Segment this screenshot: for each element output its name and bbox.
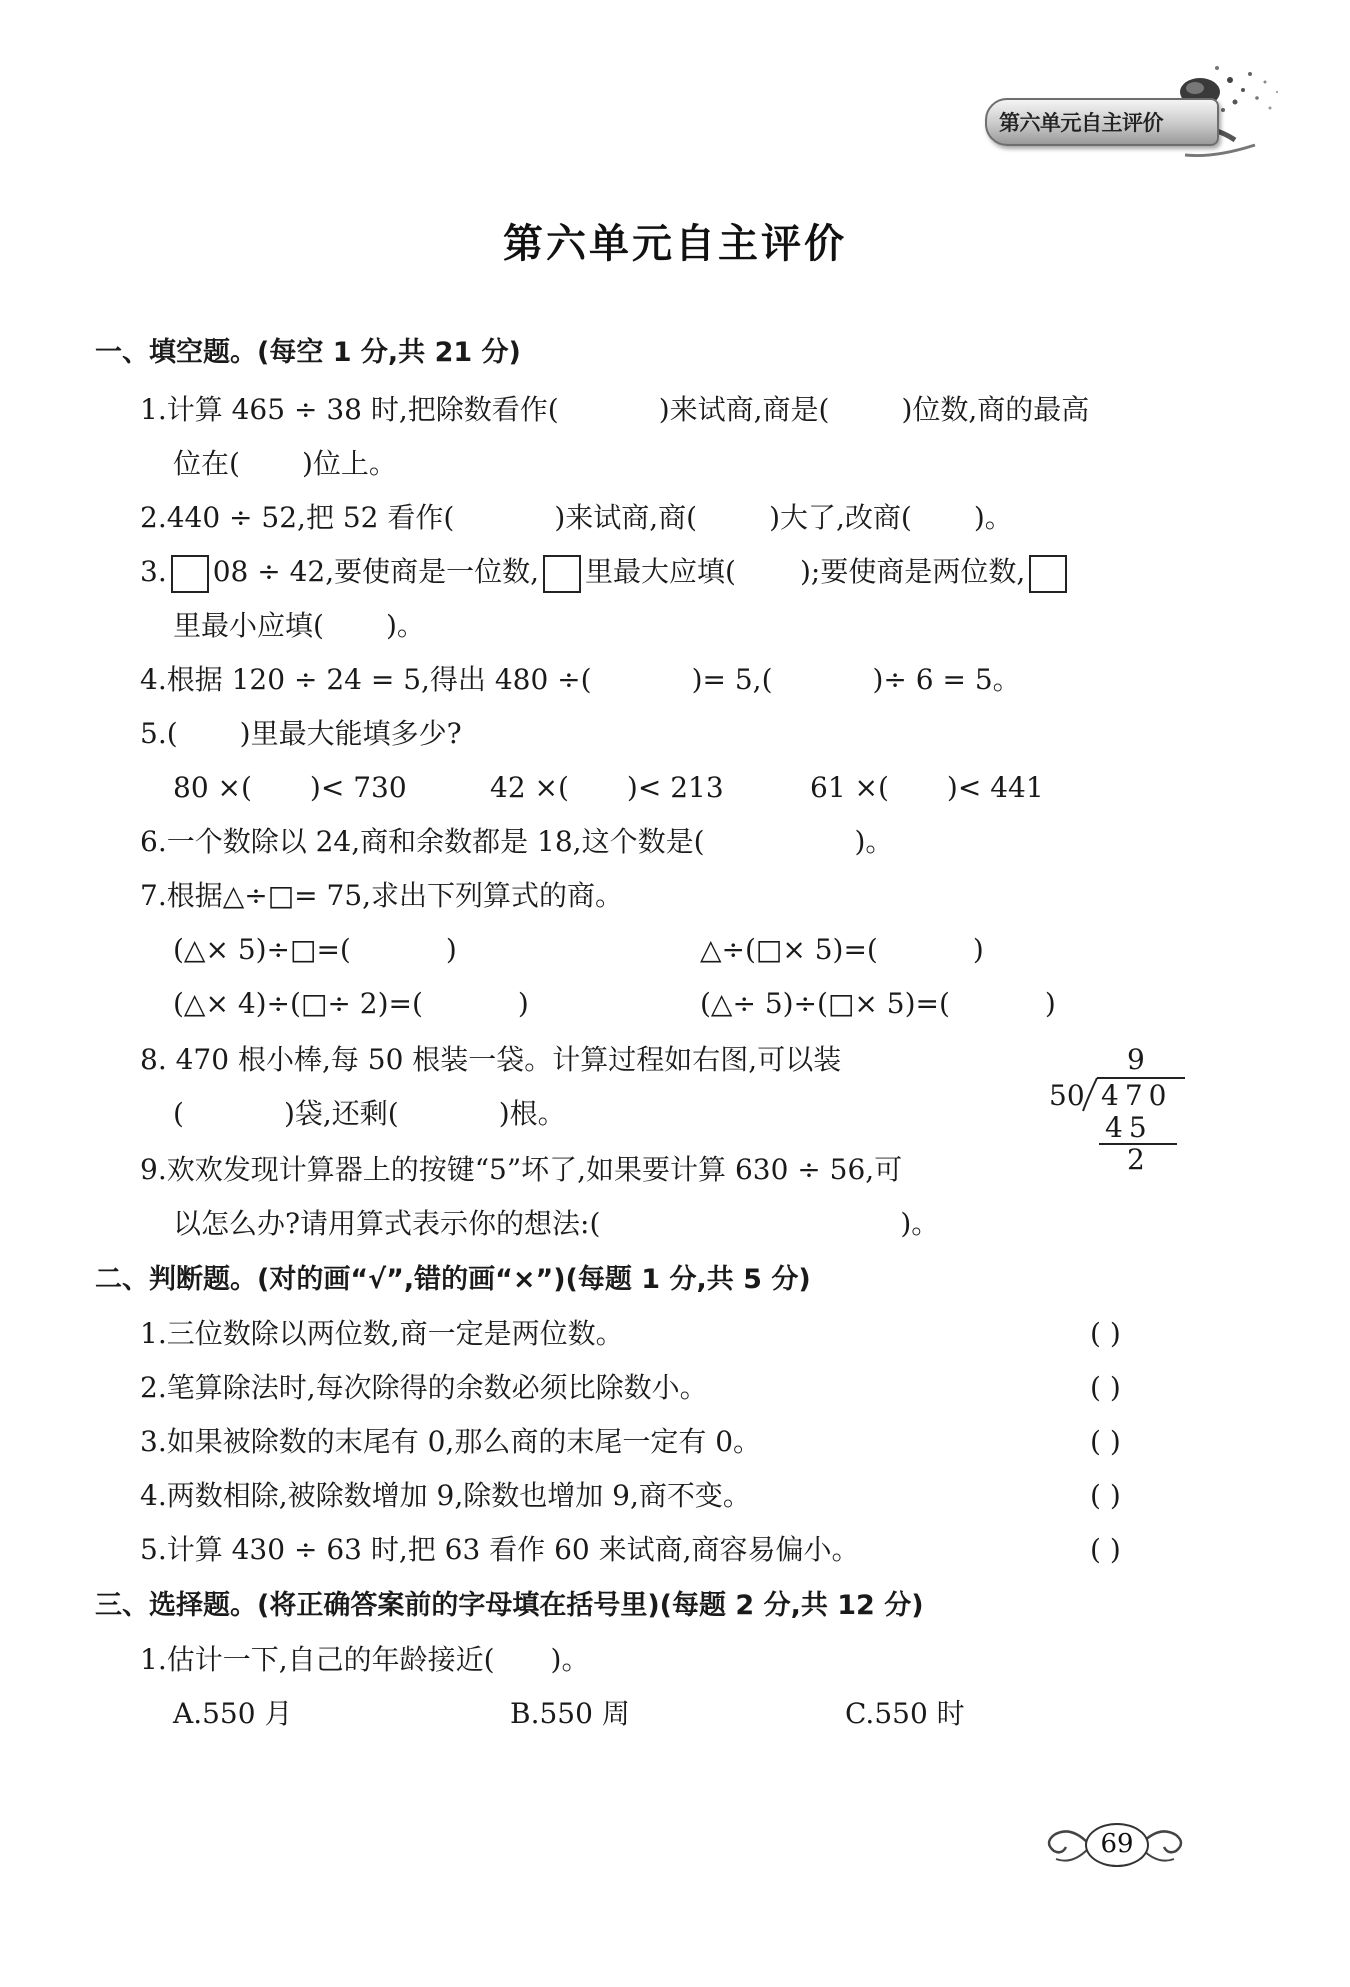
section-heading-multiple-choice: 三、选择题。(将正确答案前的字母填在括号里)(每题 2 分,共 12 分) xyxy=(95,1590,924,1621)
page-title: 第六单元自主评价 xyxy=(503,221,847,267)
digit-box xyxy=(171,555,209,593)
section-heading-fill-blank: 一、填空题。(每空 1 分,共 21 分) xyxy=(95,337,521,368)
question-9-line-1: 9.欢欢发现计算器上的按键“5”坏了,如果要计算 630 ÷ 56,可 xyxy=(140,1153,903,1186)
question-1-line-2: 位在( )位上。 xyxy=(173,447,397,480)
choice-option-b: B.550 周 xyxy=(510,1697,630,1730)
question-5-expr-2: 42 ×( )< 213 xyxy=(490,771,724,804)
division-quotient: 9 xyxy=(1127,1043,1145,1076)
choice-option-c: C.550 时 xyxy=(845,1697,965,1730)
question-7-expr-3: (△× 4)÷(□÷ 2)=( ) xyxy=(173,987,529,1020)
section-heading-true-false: 二、判断题。(对的画“√”,错的画“×”)(每题 1 分,共 5 分) xyxy=(95,1264,811,1295)
tf-answer-paren-2: ( ) xyxy=(1090,1371,1121,1404)
question-5-title: 5.( )里最大能填多少? xyxy=(140,717,462,750)
question-7-expr-4: (△÷ 5)÷(□× 5)=( ) xyxy=(700,987,1056,1020)
question-3-line-1: 3. 08 ÷ 42,要使商是一位数, 里最大应填( );要使商是两位数, xyxy=(140,552,1071,593)
badge-plate xyxy=(985,98,1219,146)
page-number: 69 xyxy=(1100,1829,1134,1859)
division-product: 45 xyxy=(1105,1111,1153,1144)
question-7-title: 7.根据△÷□= 75,求出下列算式的商。 xyxy=(140,879,624,912)
question-5-expr-3: 61 ×( )< 441 xyxy=(810,771,1044,804)
question-7-expr-2: △÷(□× 5)=( ) xyxy=(700,933,984,966)
tf-item-2: 2.笔算除法时,每次除得的余数必须比除数小。 xyxy=(140,1371,708,1404)
question-3-line-2: 里最小应填( )。 xyxy=(173,609,425,642)
division-bracket-lines xyxy=(1045,1045,1195,1185)
tf-answer-paren-5: ( ) xyxy=(1090,1533,1121,1566)
question-4: 4.根据 120 ÷ 24 = 5,得出 480 ÷( )= 5,( )÷ 6 = 5。 xyxy=(140,663,1021,696)
division-remainder: 2 xyxy=(1127,1143,1145,1176)
long-division-figure xyxy=(1045,1045,1195,1185)
question-7-expr-1: (△× 5)÷□=( ) xyxy=(173,933,457,966)
choice-question-1: 1.估计一下,自己的年龄接近( )。 xyxy=(140,1643,590,1676)
digit-box xyxy=(1029,555,1067,593)
badge-label: 第六单元自主评价 xyxy=(999,111,1163,135)
question-6: 6.一个数除以 24,商和余数都是 18,这个数是( )。 xyxy=(140,825,894,858)
question-5-expr-1: 80 ×( )< 730 xyxy=(173,771,407,804)
page-number-ornament xyxy=(1040,1815,1190,1875)
question-9-line-2: 以怎么办?请用算式表示你的想法:( )。 xyxy=(173,1207,940,1240)
tf-answer-paren-3: ( ) xyxy=(1090,1425,1121,1458)
question-2: 2.440 ÷ 52,把 52 看作( )来试商,商( )大了,改商( )。 xyxy=(140,501,1013,534)
question-1-line-1: 1.计算 465 ÷ 38 时,把除数看作( )来试商,商是( )位数,商的最高 xyxy=(140,393,1090,426)
question-8-line-1: 8. 470 根小棒,每 50 根装一袋。计算过程如右图,可以装 xyxy=(140,1043,842,1076)
tf-item-3: 3.如果被除数的末尾有 0,那么商的末尾一定有 0。 xyxy=(140,1425,762,1458)
division-divisor: 50 xyxy=(1049,1079,1085,1112)
tf-answer-paren-1: ( ) xyxy=(1090,1317,1121,1350)
digit-box xyxy=(543,555,581,593)
choice-option-a: A.550 月 xyxy=(173,1697,293,1730)
division-dividend: 470 xyxy=(1101,1079,1173,1112)
unit-badge xyxy=(975,60,1305,170)
tf-item-5: 5.计算 430 ÷ 63 时,把 63 看作 60 来试商,商容易偏小。 xyxy=(140,1533,860,1566)
tf-item-1: 1.三位数除以两位数,商一定是两位数。 xyxy=(140,1317,624,1350)
question-8-line-2: ( )袋,还剩( )根。 xyxy=(173,1097,566,1130)
tf-item-4: 4.两数相除,被除数增加 9,除数也增加 9,商不变。 xyxy=(140,1479,751,1512)
tf-answer-paren-4: ( ) xyxy=(1090,1479,1121,1512)
